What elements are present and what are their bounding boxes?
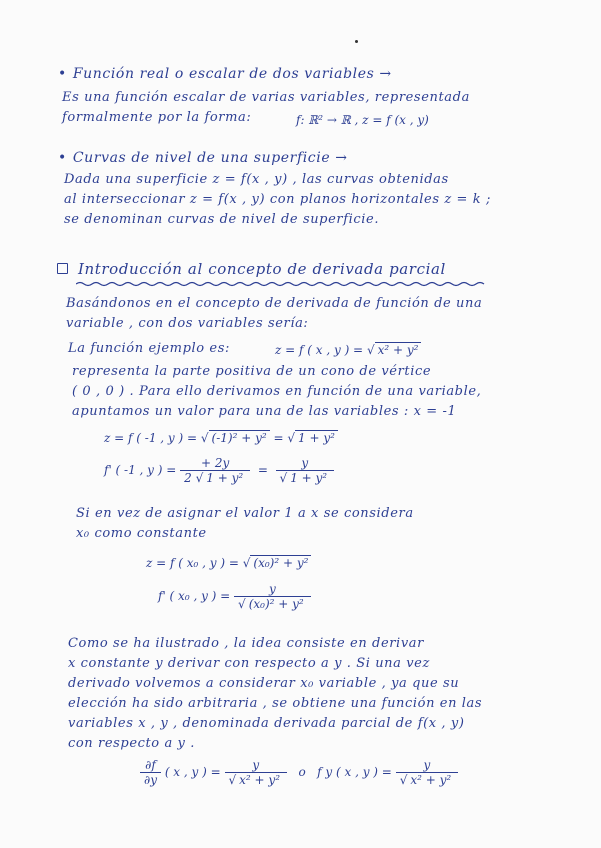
s3-eq4: f' ( x₀ , y ) = $\frac{y}{\text{√ (x₀)² + y²}}$	[158, 582, 311, 611]
s3-para3-line-2: x₀ como constante	[76, 526, 207, 541]
s3-para2-line-3: apuntamos un valor para una de las variables : x = -1	[72, 404, 457, 419]
partial-derivative-operator: $\frac{\partial f}{\partial y}$	[140, 758, 161, 787]
s3-para3-line-1: Si en vez de asignar el valor 1 a x se considera	[76, 506, 414, 521]
s3-eq5: $\frac{\partial f}{\partial y}$ ( x , y ) = $\frac{y}{\text{√ x² + y²}}$ o f y ( x , y ) = $\frac{y}{\text{√ x² + y²}}$	[140, 758, 458, 787]
s3-para2-line-1: representa la parte positiva de un cono de vértice	[72, 364, 432, 379]
ink-dot	[355, 40, 358, 43]
s3-para4-line-4: elección ha sido arbitraria , se obtiene una función en las	[68, 696, 483, 711]
s3-eq2: f' ( -1 , y ) = $\frac{+ 2y}{\text{2 √ 1 + y²}}$ = $\frac{y}{\text{√ 1 + y²}}$	[104, 456, 334, 485]
eq5-fraction-2: $\frac{y}{\text{√ x² + y²}}$	[396, 758, 459, 787]
eq2-fraction-1: $\frac{+ 2y}{\text{2 √ 1 + y²}}$	[180, 456, 250, 485]
s1-formula: f: ℝ² → ℝ , z = f (x , y)	[296, 113, 429, 127]
s3-para4-line-3: derivado volvemos a considerar x₀ variable , ya que su	[68, 676, 460, 691]
s3-para1-line-2: variable , con dos variables sería:	[66, 316, 309, 331]
s3-example-formula: z = f ( x , y ) = √ x² + y²	[275, 343, 421, 357]
s2-line-2: al interseccionar z = f(x , y) con planos horizontales z = k ;	[64, 192, 491, 207]
s3-para4-line-6: con respecto a y .	[68, 736, 195, 751]
eq2-fraction-2: $\frac{y}{\text{√ 1 + y²}}$	[276, 456, 335, 485]
s3-para4-line-5: variables x , y , denominada derivada parcial de f(x , y)	[68, 716, 465, 731]
eq5-fraction-1: $\frac{y}{\text{√ x² + y²}}$	[225, 758, 288, 787]
checkbox-icon	[57, 263, 68, 274]
s2-line-1: Dada una superficie z = f(x , y) , las curvas obtenidas	[64, 172, 449, 187]
s3-para4-line-1: Como se ha ilustrado , la idea consiste en derivar	[68, 636, 424, 651]
eq4-fraction: $\frac{y}{\text{√ (x₀)² + y²}}$	[234, 582, 311, 611]
s3-para2-line-2: ( 0 , 0 ) . Para ello derivamos en función de una variable,	[72, 384, 482, 399]
s2-line-3: se denominan curvas de nivel de superficie.	[64, 212, 380, 227]
s1-heading: • Función real o escalar de dos variables →	[58, 66, 392, 82]
s3-example-label: La función ejemplo es:	[68, 341, 230, 356]
s3-eq1: z = f ( -1 , y ) = √ (-1)² + y² = √ 1 + y²	[104, 431, 338, 445]
s3-para1-line-1: Basándonos en el concepto de derivada de función de una	[66, 296, 483, 311]
s3-para4-line-2: x constante y derivar con respecto a y . Si una vez	[68, 656, 430, 671]
s2-heading: • Curvas de nivel de una superficie →	[58, 150, 348, 166]
s1-line-2: formalmente por la forma:	[62, 110, 252, 125]
s3-eq3: z = f ( x₀ , y ) = √ (x₀)² + y²	[146, 556, 311, 570]
wavy-underline	[76, 281, 486, 287]
s1-line-1: Es una función escalar de varias variables, representada	[62, 90, 470, 105]
s3-title: Introducción al concepto de derivada parcial	[78, 260, 446, 278]
